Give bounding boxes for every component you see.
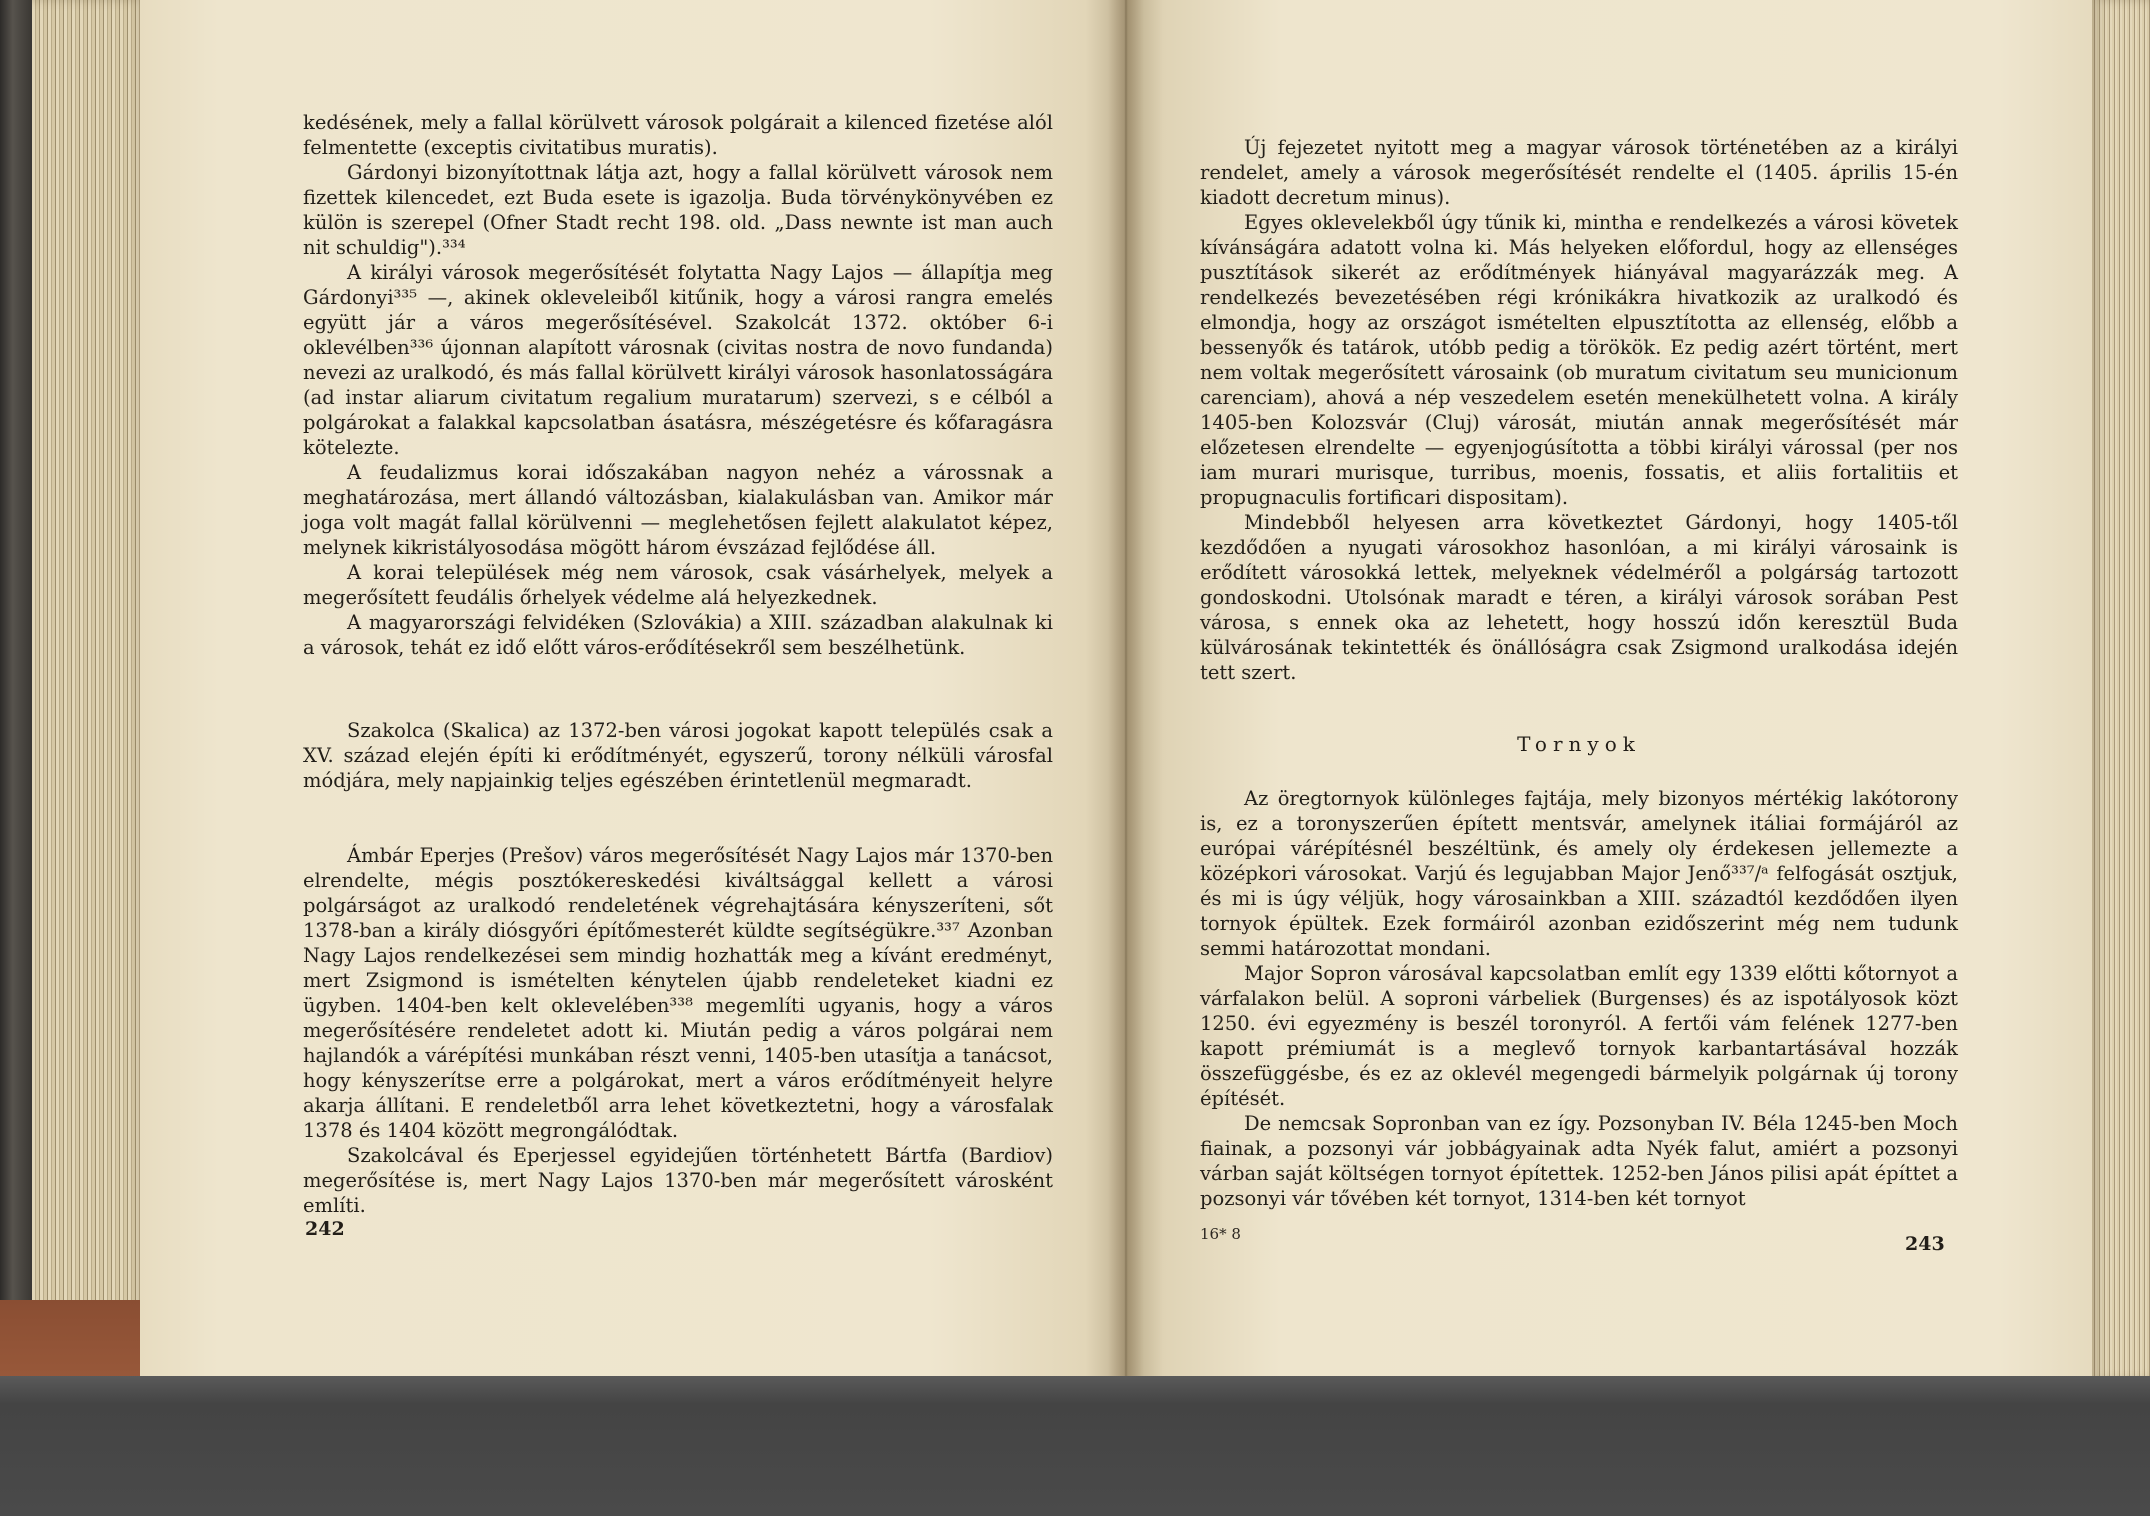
left-cover-spine bbox=[0, 0, 32, 1390]
paragraph: A királyi városok megerősítését folytatta Nagy Lajos — állapítja meg Gárdonyi³³⁵ —, akinek okleveleiből kitűnik, hogy a városi rangra emelés együtt jár a város megerősítésével. Szakolcát 1372. október 6-i oklevélben³³⁶ újonnan alapított városnak (civitas nostra de novo fundanda) nevezi az uralkodó, és más fallal körülvett királyi városok hasonlatosságára (ad instar aliarum civitatum regalium muratarum) szervezi, s e célból a polgárokat a falakkal kapcsolatban ásatásra, mészégetésre és kőfaragásra kötelezte. bbox=[303, 261, 1053, 459]
page-number-right: 243 bbox=[1905, 1233, 1945, 1255]
right-page-edges bbox=[2092, 0, 2150, 1380]
paragraph-bartfa: Szakolcával és Eperjessel egyidejűen történhetett Bártfa (Bardiov) megerősítése is, mert Nagy Lajos 1370-ben már megerősített városként említi. bbox=[303, 1144, 1053, 1217]
paragraph: A korai települések még nem városok, csak vásárhelyek, melyek a megerősített feudális őrhelyek védelme alá helyezkednek. bbox=[303, 561, 1053, 609]
right-text-block-2 bbox=[1200, 786, 1958, 1211]
page-number-left: 242 bbox=[305, 1218, 345, 1240]
paragraph: A magyarországi felvidéken (Szlovákia) a XIII. században alakulnak ki a városok, tehát ez idő előtt város-erődítésekről sem beszélhetünk. bbox=[303, 611, 1053, 659]
paragraph-eperjes: Ámbár Eperjes (Prešov) város megerősítését Nagy Lajos már 1370-ben elrendelte, mégis posztókereskedési kiváltsággal kellett a városi polgárságot az uralkodó rendeletének végrehajtására kényszeríteni, sőt 1378-ban a király diósgyőri építőmesterét küldte segítségükre.³³⁷ Azonban Nagy Lajos rendelkezései sem mindig hozhatták meg a kívánt eredményt, mert Zsigmond is ismételten kénytelen újabb rendeleteket kiadni ez ügyben. 1404-ben kelt oklevelében³³⁸ megemlíti ugyanis, hogy a város megerősítésére rendeletet adott ki. Miután pedig a város polgárai nem hajlandók a várépítési munkában részt venni, 1405-ben utasítja a tanácsot, hogy kényszerítse erre a polgárokat, mert a város erődítményeit helyre akarja állítani. E rendeletből arra lehet következtetni, hogy a városfalak 1378 és 1404 között megrongálódtak. bbox=[303, 844, 1053, 1142]
book-gutter bbox=[1108, 0, 1144, 1385]
paragraph: Új fejezetet nyitott meg a magyar városok történetében az a királyi rendelet, amely a városok megerősítését rendelte el (1405. április 15-én kiadott decretum minus). bbox=[1200, 136, 1958, 209]
paragraph: Gárdonyi bizonyítottnak látja azt, hogy a fallal körülvett városok nem fizettek kilencedet, ezt Buda esete is igazolja. Buda törvénykönyvében ez külön is szerepel (Ofner Stadt recht 198. old. „Dass newnte ist man auch nit schuldig").³³⁴ bbox=[303, 161, 1053, 259]
left-text-block-3 bbox=[303, 843, 1053, 1218]
paragraph: A feudalizmus korai időszakában nagyon nehéz a várossnak a meghatározása, mert állandó változásban, kialakulásban van. Amikor már joga volt magát fallal körülvenni — meglehetősen fejlett alakulatot képez, melynek kikristályosodása mögött három évszázad fejlődése áll. bbox=[303, 461, 1053, 559]
paragraph: kedésének, mely a fallal körülvett városok polgárait a kilenced fizetése alól felmentette (exceptis civitatibus muratis). bbox=[303, 111, 1053, 159]
paragraph: Egyes oklevelekből úgy tűnik ki, mintha e rendelkezés a városi követek kívánságára adatott volna ki. Más helyeken előfordul, hogy az ellenséges pusztítások sikerét az erődítmények hiányával magyarázzák meg. A rendelkezés bevezetésében régi krónikákra hivatkozik az uralkodó és elmondja, hogy az országot ismételten elpusztította az ellenség, előbb a bessenyők és tatárok, utóbb pedig a törökök. Ez pedig azért történt, mert nem voltak megerősített városaink (ob muratum civitatum seu municionum carenciam), ahová a nép veszedelem esetén menekülhetett volna. A király 1405-ben Kolozsvár (Cluj) városát, miután annak megerősítését már előzetesen elrendelte — egyenjogúsította a többi királyi várossal (per nos iam murari murisque, turribus, moenis, fossatis, et aliis fortalitiis et propugnaculis fortificari dispositam). bbox=[1200, 211, 1958, 509]
paragraph: Az öregtornyok különleges fajtája, mely bizonyos mértékig lakótorony is, ez a toronyszerűen épített mentsvár, amelynek itáliai formájáról az európai várépítésnél beszéltünk, és amely oly érdekesen jellemezte a középkori városokat. Varjú és legujabban Major Jenő³³⁷/ᵃ felfogását osztjuk, és mi is úgy véljük, hogy városainkban a XIII. századtól kezdődően ilyen tornyok épültek. Ezek formáiról azonban ezidőszerint még nem tudunk semmi határozottat mondani. bbox=[1200, 787, 1958, 960]
left-text-block-1 bbox=[303, 110, 1053, 660]
scanner-background bbox=[0, 1376, 2150, 1516]
right-text-block-1 bbox=[1200, 135, 1958, 685]
section-heading: Tornyok bbox=[1517, 732, 1641, 756]
paragraph-szakolca: Szakolca (Skalica) az 1372-ben városi jogokat kapott település csak a XV. század elején építi ki erődítményét, egyszerű, torony nélküli városfal módjára, mely napjainkig teljes egészében érintetlenül megmaradt. bbox=[303, 719, 1053, 792]
paragraph: Major Sopron városával kapcsolatban említ egy 1339 előtti kőtornyot a várfalakon belül. A soproni várbeliek (Burgenses) és az ispotályosok közt 1250. évi egyezmény is beszél toronyról. A fertői vám felének 1277-ben kapott prémiumát is a meglevő tornyok karbantartásával hozzák összefüggésbe, és ez az oklevél megengedi bármelyik polgárnak új torony építését. bbox=[1200, 962, 1958, 1110]
left-text-block-2 bbox=[303, 718, 1053, 793]
printer-signature: 16* 8 bbox=[1200, 1225, 1241, 1243]
paragraph: De nemcsak Sopronban van ez így. Pozsonyban IV. Béla 1245-ben Moch fiainak, a pozsonyi vár jobbágyainak adta Nyék falut, amiért a pozsonyi várban saját költségen tornyot építettek. 1252-ben János pilisi apát építtet a pozsonyi vár tővében két tornyot, 1314-ben két tornyot bbox=[1200, 1112, 1958, 1210]
paragraph: Mindebből helyesen arra következtet Gárdonyi, hogy 1405-től kezdődően a nyugati városokhoz hasonlóan, a mi királyi városaink is erődített városokká lettek, melyeknek védelméről a polgárság tartozott gondoskodni. Utolsónak maradt e téren, a királyi városok sorában Pest városa, s ennek oka az lehetett, hogy hosszú időn keresztül Buda külvárosának tekintették és önállóságra csak Zsigmond uralkodása idején tett szert. bbox=[1200, 511, 1958, 684]
